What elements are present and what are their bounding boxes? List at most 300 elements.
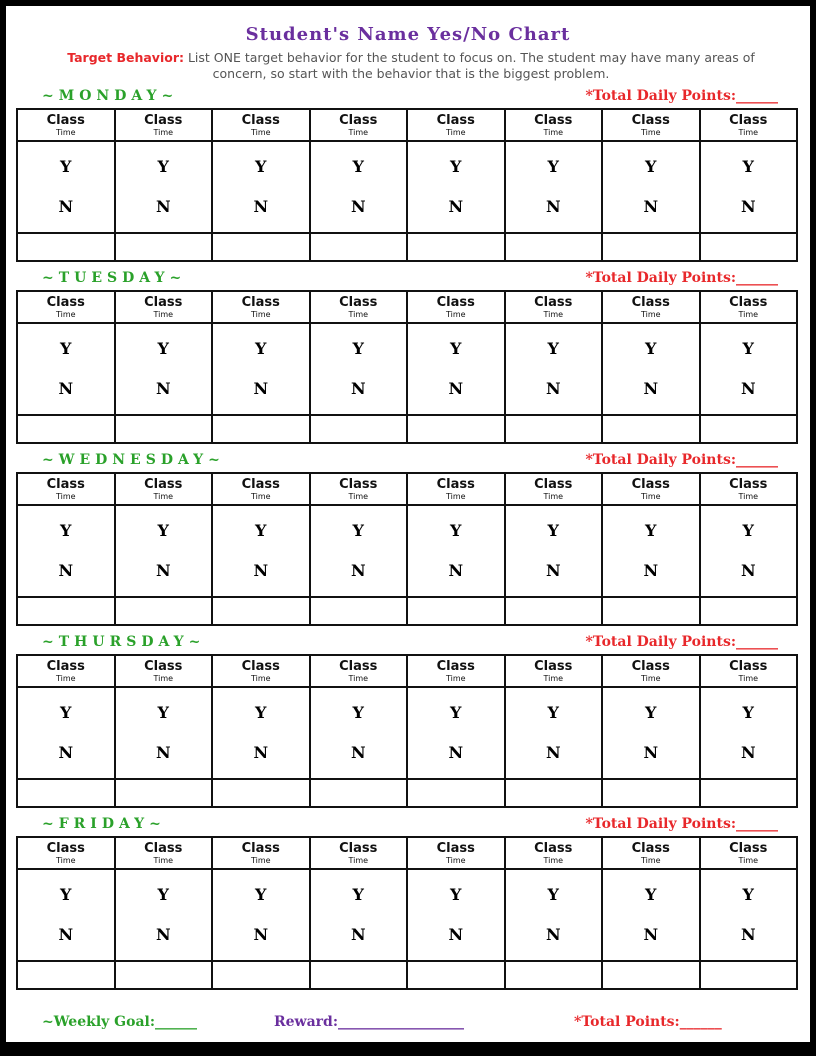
notes-cell[interactable] — [17, 779, 115, 807]
yes-no-cell[interactable] — [602, 141, 700, 233]
yes-mark[interactable]: Y — [742, 157, 754, 176]
day-section — [16, 452, 798, 626]
class-label: Class — [534, 112, 573, 128]
yes-no-cell[interactable] — [115, 141, 213, 233]
chart-page — [6, 6, 810, 1042]
yes-mark[interactable]: Y — [255, 521, 267, 540]
class-time-cell — [17, 473, 115, 505]
day-grid — [16, 108, 798, 262]
yes-mark[interactable]: Y — [255, 339, 267, 358]
notes-cell[interactable] — [505, 961, 603, 989]
class-time-cell — [212, 655, 310, 687]
no-mark[interactable]: N — [58, 561, 74, 580]
time-label: Time — [738, 127, 759, 137]
yes-mark[interactable]: Y — [547, 521, 559, 540]
class-label: Class — [241, 294, 280, 310]
no-mark[interactable]: N — [545, 561, 561, 580]
time-label: Time — [250, 673, 271, 683]
class-label: Class — [339, 294, 378, 310]
no-mark[interactable]: N — [545, 197, 561, 216]
yes-mark[interactable]: Y — [352, 521, 364, 540]
yes-mark[interactable]: Y — [645, 703, 657, 722]
class-time-cell — [310, 291, 408, 323]
yes-no-cell[interactable] — [407, 323, 505, 415]
class-time-cell — [212, 291, 310, 323]
yes-mark[interactable]: Y — [547, 703, 559, 722]
yes-no-cell[interactable] — [505, 141, 603, 233]
class-time-cell — [505, 837, 603, 869]
day-header — [16, 634, 798, 654]
class-label: Class — [631, 476, 670, 492]
notes-cell[interactable] — [115, 415, 213, 443]
yes-no-cell[interactable] — [212, 141, 310, 233]
yes-mark[interactable]: Y — [352, 885, 364, 904]
time-label: Time — [640, 127, 661, 137]
yes-no-cell[interactable] — [115, 323, 213, 415]
time-label: Time — [348, 855, 369, 865]
class-label: Class — [729, 476, 768, 492]
time-label: Time — [543, 855, 564, 865]
class-label: Class — [144, 476, 183, 492]
no-mark[interactable]: N — [448, 379, 464, 398]
yes-no-cell[interactable] — [602, 687, 700, 779]
class-label: Class — [729, 294, 768, 310]
day-section — [16, 634, 798, 808]
time-label: Time — [445, 309, 466, 319]
class-time-cell — [602, 291, 700, 323]
class-time-cell — [17, 655, 115, 687]
notes-cell[interactable] — [212, 779, 310, 807]
no-mark[interactable]: N — [350, 379, 366, 398]
class-time-cell — [505, 655, 603, 687]
class-label: Class — [241, 112, 280, 128]
yes-mark[interactable]: Y — [742, 521, 754, 540]
yes-mark[interactable]: Y — [352, 157, 364, 176]
time-label: Time — [640, 309, 661, 319]
yes-mark[interactable]: Y — [450, 339, 462, 358]
class-label: Class — [729, 840, 768, 856]
day-grid — [16, 836, 798, 990]
yes-no-cell[interactable] — [212, 323, 310, 415]
yes-no-cell[interactable] — [310, 687, 408, 779]
day-name: ~MONDAY~ — [42, 88, 179, 104]
time-label: Time — [250, 127, 271, 137]
total-points: *Total Points:______ — [574, 1014, 722, 1030]
time-label: Time — [445, 673, 466, 683]
notes-cell[interactable] — [212, 233, 310, 261]
class-time-cell — [310, 473, 408, 505]
yes-no-cell[interactable] — [17, 505, 115, 597]
weekly-goal: ~Weekly Goal:______ — [42, 1014, 198, 1030]
time-label: Time — [640, 673, 661, 683]
no-mark[interactable]: N — [350, 197, 366, 216]
yes-mark[interactable]: Y — [157, 703, 169, 722]
yes-no-cell[interactable] — [407, 687, 505, 779]
yes-mark[interactable]: Y — [60, 703, 72, 722]
class-label: Class — [436, 112, 475, 128]
class-time-cell — [115, 837, 213, 869]
yes-mark[interactable]: Y — [60, 339, 72, 358]
no-mark[interactable]: N — [155, 197, 171, 216]
target-behavior-instructions — [46, 50, 776, 82]
yes-mark[interactable]: Y — [157, 521, 169, 540]
time-label: Time — [153, 127, 174, 137]
class-time-cell — [17, 291, 115, 323]
notes-cell[interactable] — [700, 961, 798, 989]
notes-cell[interactable] — [17, 233, 115, 261]
time-label: Time — [55, 855, 76, 865]
time-label: Time — [640, 855, 661, 865]
day-name: ~WEDNESDAY~ — [42, 452, 225, 468]
yes-mark[interactable]: Y — [60, 157, 72, 176]
target-behavior-text: List ONE target behavior for the student to focus on. The student may have many areas of concern, so start with the behavior that is the biggest problem. — [183, 50, 755, 81]
class-time-cell — [700, 655, 798, 687]
yes-no-cell[interactable] — [700, 687, 798, 779]
class-time-cell — [700, 291, 798, 323]
no-mark[interactable]: N — [643, 379, 659, 398]
yes-mark[interactable]: Y — [547, 885, 559, 904]
day-header — [16, 270, 798, 290]
yes-mark[interactable]: Y — [547, 157, 559, 176]
class-label: Class — [534, 840, 573, 856]
class-label: Class — [339, 840, 378, 856]
yes-no-cell[interactable] — [505, 505, 603, 597]
notes-cell[interactable] — [115, 597, 213, 625]
no-mark[interactable]: N — [643, 743, 659, 762]
class-time-cell — [115, 655, 213, 687]
notes-cell[interactable] — [310, 415, 408, 443]
yes-no-cell[interactable] — [602, 869, 700, 961]
time-label: Time — [543, 491, 564, 501]
yes-no-cell[interactable] — [602, 505, 700, 597]
class-time-cell — [602, 473, 700, 505]
no-mark[interactable]: N — [253, 197, 269, 216]
time-label: Time — [348, 127, 369, 137]
class-time-cell — [310, 655, 408, 687]
day-grid — [16, 654, 798, 808]
notes-cell[interactable] — [310, 961, 408, 989]
no-mark[interactable]: N — [545, 743, 561, 762]
yes-mark[interactable]: Y — [60, 521, 72, 540]
class-time-cell — [310, 837, 408, 869]
time-label: Time — [55, 127, 76, 137]
notes-cell[interactable] — [17, 415, 115, 443]
notes-cell[interactable] — [700, 415, 798, 443]
yes-mark[interactable]: Y — [255, 885, 267, 904]
no-mark[interactable]: N — [448, 561, 464, 580]
notes-cell[interactable] — [407, 415, 505, 443]
time-label: Time — [153, 855, 174, 865]
yes-mark[interactable]: Y — [450, 703, 462, 722]
no-mark[interactable]: N — [155, 561, 171, 580]
target-behavior-label: Target Behavior: — [67, 50, 184, 65]
yes-no-cell[interactable] — [212, 869, 310, 961]
time-label: Time — [55, 673, 76, 683]
class-time-cell — [700, 473, 798, 505]
day-name: ~FRIDAY~ — [42, 816, 166, 832]
yes-mark[interactable]: Y — [255, 157, 267, 176]
no-mark[interactable]: N — [448, 925, 464, 944]
day-grid — [16, 472, 798, 626]
yes-no-cell[interactable] — [212, 505, 310, 597]
class-label: Class — [339, 658, 378, 674]
yes-no-cell[interactable] — [602, 323, 700, 415]
no-mark[interactable]: N — [643, 197, 659, 216]
yes-no-cell[interactable] — [505, 869, 603, 961]
yes-no-cell[interactable] — [17, 869, 115, 961]
no-mark[interactable]: N — [740, 925, 756, 944]
yes-no-cell[interactable] — [17, 687, 115, 779]
yes-mark[interactable]: Y — [450, 521, 462, 540]
yes-mark[interactable]: Y — [645, 339, 657, 358]
time-label: Time — [543, 127, 564, 137]
class-time-cell — [212, 473, 310, 505]
time-label: Time — [738, 309, 759, 319]
yes-no-cell[interactable] — [700, 505, 798, 597]
no-mark[interactable]: N — [740, 379, 756, 398]
yes-no-cell[interactable] — [17, 323, 115, 415]
time-label: Time — [738, 491, 759, 501]
class-label: Class — [144, 294, 183, 310]
no-mark[interactable]: N — [253, 743, 269, 762]
notes-cell[interactable] — [505, 415, 603, 443]
yes-no-cell[interactable] — [115, 869, 213, 961]
no-mark[interactable]: N — [545, 925, 561, 944]
time-label: Time — [153, 673, 174, 683]
time-label: Time — [250, 309, 271, 319]
notes-cell[interactable] — [17, 961, 115, 989]
total-daily-points: *Total Daily Points:______ — [585, 88, 778, 104]
no-mark[interactable]: N — [58, 379, 74, 398]
class-label: Class — [436, 658, 475, 674]
class-label: Class — [729, 112, 768, 128]
notes-cell[interactable] — [115, 233, 213, 261]
no-mark[interactable]: N — [545, 379, 561, 398]
yes-mark[interactable]: Y — [255, 703, 267, 722]
no-mark[interactable]: N — [740, 561, 756, 580]
yes-mark[interactable]: Y — [157, 157, 169, 176]
class-label: Class — [631, 840, 670, 856]
reward: Reward:__________________ — [274, 1014, 464, 1030]
notes-cell[interactable] — [407, 961, 505, 989]
time-label: Time — [153, 491, 174, 501]
time-label: Time — [153, 309, 174, 319]
notes-cell[interactable] — [602, 415, 700, 443]
yes-mark[interactable]: Y — [60, 885, 72, 904]
class-time-cell — [505, 109, 603, 141]
time-label: Time — [348, 309, 369, 319]
notes-cell[interactable] — [310, 233, 408, 261]
weekly-footer — [42, 1014, 802, 1034]
no-mark[interactable]: N — [58, 743, 74, 762]
notes-cell[interactable] — [602, 233, 700, 261]
notes-cell[interactable] — [212, 597, 310, 625]
class-time-cell — [17, 109, 115, 141]
notes-cell[interactable] — [17, 597, 115, 625]
yes-mark[interactable]: Y — [352, 703, 364, 722]
total-daily-points: *Total Daily Points:______ — [585, 634, 778, 650]
time-label: Time — [738, 855, 759, 865]
notes-cell[interactable] — [407, 779, 505, 807]
notes-cell[interactable] — [407, 233, 505, 261]
no-mark[interactable]: N — [643, 561, 659, 580]
notes-cell[interactable] — [212, 415, 310, 443]
notes-cell[interactable] — [700, 779, 798, 807]
yes-mark[interactable]: Y — [742, 885, 754, 904]
yes-mark[interactable]: Y — [547, 339, 559, 358]
class-label: Class — [534, 476, 573, 492]
yes-mark[interactable]: Y — [645, 157, 657, 176]
total-daily-points: *Total Daily Points:______ — [585, 270, 778, 286]
no-mark[interactable]: N — [155, 925, 171, 944]
yes-no-cell[interactable] — [310, 323, 408, 415]
time-label: Time — [348, 491, 369, 501]
class-label: Class — [339, 476, 378, 492]
yes-no-cell[interactable] — [407, 141, 505, 233]
time-label: Time — [250, 491, 271, 501]
time-label: Time — [348, 673, 369, 683]
time-label: Time — [543, 673, 564, 683]
class-time-cell — [407, 109, 505, 141]
yes-no-cell[interactable] — [700, 141, 798, 233]
class-label: Class — [339, 112, 378, 128]
class-time-cell — [700, 109, 798, 141]
class-label: Class — [144, 658, 183, 674]
class-time-cell — [212, 837, 310, 869]
yes-no-cell[interactable] — [310, 505, 408, 597]
class-label: Class — [46, 476, 85, 492]
yes-no-cell[interactable] — [505, 323, 603, 415]
class-time-cell — [407, 655, 505, 687]
yes-mark[interactable]: Y — [742, 339, 754, 358]
yes-mark[interactable]: Y — [645, 885, 657, 904]
class-label: Class — [144, 112, 183, 128]
page-title: Student's Name Yes/No Chart — [245, 24, 571, 45]
notes-cell[interactable] — [115, 779, 213, 807]
class-label: Class — [534, 658, 573, 674]
class-time-cell — [310, 109, 408, 141]
yes-no-cell[interactable] — [700, 323, 798, 415]
no-mark[interactable]: N — [350, 561, 366, 580]
yes-no-cell[interactable] — [17, 141, 115, 233]
notes-cell[interactable] — [602, 597, 700, 625]
yes-no-cell[interactable] — [505, 687, 603, 779]
class-time-cell — [407, 473, 505, 505]
class-time-cell — [115, 291, 213, 323]
time-label: Time — [738, 673, 759, 683]
day-name: ~TUESDAY~ — [42, 270, 187, 286]
no-mark[interactable]: N — [350, 925, 366, 944]
yes-no-cell[interactable] — [407, 869, 505, 961]
no-mark[interactable]: N — [253, 561, 269, 580]
no-mark[interactable]: N — [253, 925, 269, 944]
no-mark[interactable]: N — [448, 197, 464, 216]
time-label: Time — [640, 491, 661, 501]
no-mark[interactable]: N — [155, 379, 171, 398]
notes-cell[interactable] — [602, 961, 700, 989]
yes-no-cell[interactable] — [407, 505, 505, 597]
day-section — [16, 88, 798, 262]
no-mark[interactable]: N — [740, 743, 756, 762]
class-label: Class — [241, 840, 280, 856]
yes-no-cell[interactable] — [115, 687, 213, 779]
notes-cell[interactable] — [407, 597, 505, 625]
no-mark[interactable]: N — [448, 743, 464, 762]
no-mark[interactable]: N — [740, 197, 756, 216]
class-label: Class — [436, 476, 475, 492]
yes-mark[interactable]: Y — [157, 339, 169, 358]
class-time-cell — [505, 291, 603, 323]
class-time-cell — [407, 837, 505, 869]
day-name: ~THURSDAY~ — [42, 634, 206, 650]
class-label: Class — [631, 112, 670, 128]
class-label: Class — [241, 658, 280, 674]
no-mark[interactable]: N — [643, 925, 659, 944]
yes-no-cell[interactable] — [310, 141, 408, 233]
no-mark[interactable]: N — [58, 197, 74, 216]
notes-cell[interactable] — [700, 597, 798, 625]
day-section — [16, 816, 798, 990]
no-mark[interactable]: N — [253, 379, 269, 398]
yes-mark[interactable]: Y — [645, 521, 657, 540]
class-label: Class — [631, 658, 670, 674]
time-label: Time — [445, 855, 466, 865]
notes-cell[interactable] — [115, 961, 213, 989]
notes-cell[interactable] — [310, 779, 408, 807]
class-label: Class — [436, 840, 475, 856]
time-label: Time — [445, 491, 466, 501]
no-mark[interactable]: N — [350, 743, 366, 762]
yes-mark[interactable]: Y — [742, 703, 754, 722]
time-label: Time — [55, 309, 76, 319]
notes-cell[interactable] — [212, 961, 310, 989]
notes-cell[interactable] — [505, 779, 603, 807]
class-label: Class — [144, 840, 183, 856]
day-header — [16, 452, 798, 472]
class-label: Class — [241, 476, 280, 492]
yes-no-cell[interactable] — [700, 869, 798, 961]
day-header — [16, 816, 798, 836]
notes-cell[interactable] — [700, 233, 798, 261]
class-time-cell — [17, 837, 115, 869]
yes-mark[interactable]: Y — [450, 885, 462, 904]
yes-mark[interactable]: Y — [157, 885, 169, 904]
class-label: Class — [46, 658, 85, 674]
day-section — [16, 270, 798, 444]
total-daily-points: *Total Daily Points:______ — [585, 452, 778, 468]
yes-no-cell[interactable] — [212, 687, 310, 779]
yes-no-cell[interactable] — [115, 505, 213, 597]
notes-cell[interactable] — [505, 233, 603, 261]
yes-no-cell[interactable] — [310, 869, 408, 961]
class-time-cell — [115, 109, 213, 141]
class-time-cell — [212, 109, 310, 141]
yes-mark[interactable]: Y — [352, 339, 364, 358]
time-label: Time — [55, 491, 76, 501]
day-grid — [16, 290, 798, 444]
class-time-cell — [407, 291, 505, 323]
class-time-cell — [505, 473, 603, 505]
notes-cell[interactable] — [602, 779, 700, 807]
notes-cell[interactable] — [505, 597, 603, 625]
class-label: Class — [46, 840, 85, 856]
no-mark[interactable]: N — [58, 925, 74, 944]
notes-cell[interactable] — [310, 597, 408, 625]
yes-mark[interactable]: Y — [450, 157, 462, 176]
no-mark[interactable]: N — [155, 743, 171, 762]
total-daily-points: *Total Daily Points:______ — [585, 816, 778, 832]
class-label: Class — [631, 294, 670, 310]
